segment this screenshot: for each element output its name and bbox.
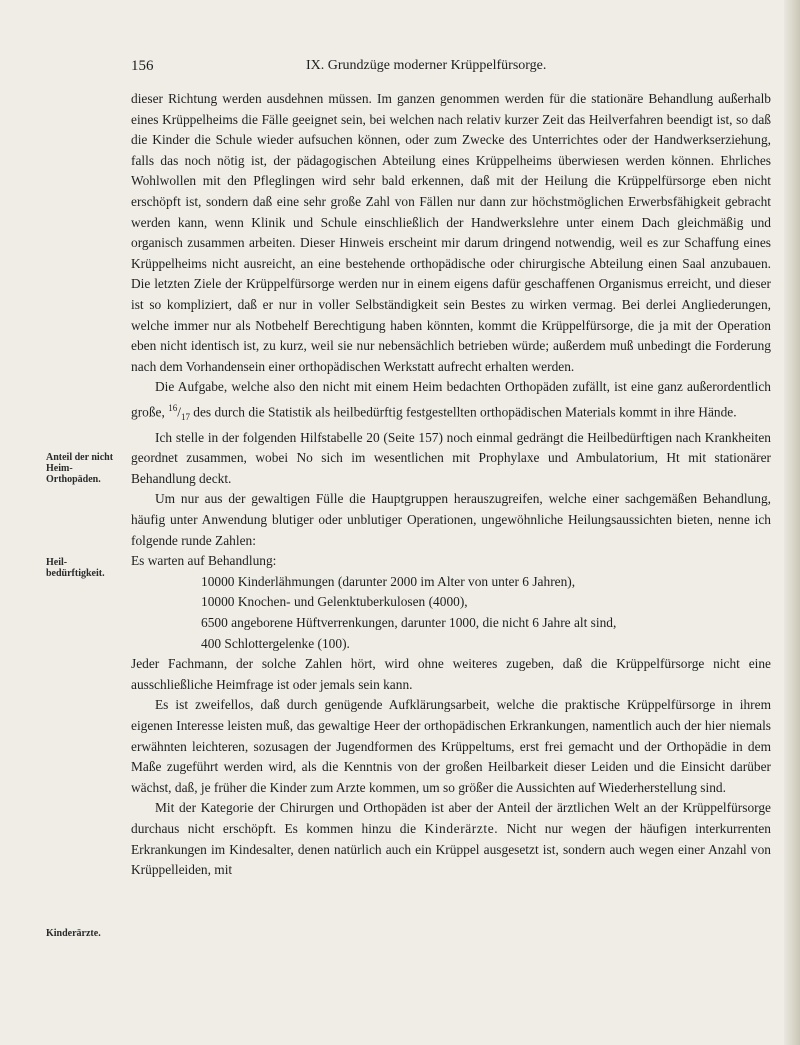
paragraph: Es ist zweifellos, daß durch genügende Aufklärungsarbeit, welche die praktische Krüppelfürsorge in ihrem eigenen Interesse leisten muß, das gewaltige Heer der orthopädischen Erkrankungen, namentlich auch der hier niemals erwähnten leichteren, sozusagen der Jugendformen des Krüppeltums, erst frei gemacht und der Orthopädie in dem Maße zugeführt werden wird, als die Kenntnis von der großen Heilbarkeit dieser Leiden und die Einsicht darüber wächst, daß, je früher die Kinder zum Arzte kommen, um so größer die Aussichten auf Wiederherstellung sind. <box>131 697 771 795</box>
margin-note-kinderaerzte: Kinderärzte. <box>46 928 101 939</box>
text-run: Nicht nur wegen der häufigen interkurrenten Erkrankungen im Kindesalter, denen natürlich auch ein Krüppel ausgesetzt ist, sondern auch wegen einer Anzahl von Krüppelleiden, mit <box>131 820 771 878</box>
fraction-numerator: 16 <box>168 402 178 413</box>
paragraph: Um nur aus der gewaltigen Fülle die Hauptgruppen herauszugreifen, welche einer sachgemäßen Behandlung, häufig unter Anwendung blutiger oder unblutiger Operationen, ungewöhnliche Heilungsaussichten bieten, nenne ich folgende runde Zahlen: <box>131 491 771 548</box>
text-run: Mit der Kategorie der Chirurgen und Orthopäden ist aber der Anteil der ärztlichen Welt an der Krüppelfürsorge durchaus nicht erschöpft. Es kommen hinzu die <box>131 800 771 836</box>
list-lead-in: Es warten auf Behandlung: <box>131 553 277 569</box>
paragraph <box>131 798 771 880</box>
fraction-denominator: 17 <box>180 412 190 423</box>
body-text <box>131 89 771 881</box>
text-run: Die Aufgabe, welche also den nicht mit einem Heim bedachten Orthopäden zufällt, ist eine ganz außerordentlich große, <box>131 379 771 420</box>
list-item: 400 Schlottergelenke (100). <box>201 635 350 651</box>
page-edge-shadow <box>784 0 800 1045</box>
waiting-list <box>201 572 771 654</box>
margin-note-heilbeduerftigkeit: Heil-bedürftigkeit. <box>46 557 105 579</box>
running-head: IX. Grundzüge moderner Krüppelfürsorge. <box>306 58 547 73</box>
paragraph: Ich stelle in der folgenden Hilfstabelle 20 (Seite 157) noch einmal gedrängt die Heilbedürftigen nach Krankheiten geordnet zusammen, wobei No sich im wesentlichen mit Prophylaxe und Ambulatorium, Ht mit stationärer Behandlung deckt. <box>131 429 771 486</box>
list-item: 6500 angeborene Hüftverrenkungen, darunter 1000, die nicht 6 Jahre alt sind, <box>201 614 617 630</box>
text-run: des durch die Statistik als heilbedürftig festgestellten orthopädischen Materials kommt in ihre Hände. <box>193 404 737 420</box>
emphasized-term: Kinderärzte. <box>424 820 499 836</box>
page-number: 156 <box>131 58 154 74</box>
paragraph: dieser Richtung werden ausdehnen müssen. Im ganzen genommen werden für die stationäre Behandlung außerhalb eines Krüppelheims die Fälle geeignet sein, bei welchen nach relativ kurzer Zeit das Heilverfahren beendigt ist, so daß die Kinder die Schule wieder aufsuchen können, oder zum Zwecke des Unterrichtes oder der Handwerkserziehung, falls das noch nötig ist, der pädagogischen Abteilung eines Krüppelheims überwiesen werden können. Ehrliches Wohlwollen mit den Pfleglingen wird sehr bald erkennen, daß mit der Heilung die Krüppelfürsorge eben nicht erschöpft ist, sondern daß eine sehr große Zahl von Fällen nur dann zur höchstmöglichen Erwerbsfähigkeit gebracht werden kann, wenn Klinik und Schule einschließlich der Handwerkslehre unter einem Dach gleichmäßig und organisch zusammen arbeiten. Dieser Hinweis erscheint mir darum dringend notwendig, weil es zur Schaffung eines Krüppelheims nicht ausreicht, an eine bestehende orthopädische oder chirurgische Abteilung einen Saal anzubauen. Die letzten Ziele der Krüppelfürsorge werden nur in einem eigens dafür geschaffenen Organismus erreicht, und dieser ist so kompliziert, daß er nur in voller Selbständigkeit sein Bestes zu wirken vermag. Bei derlei Angliederungen, welche immer nur als Notbehelf Berechtigung haben könnten, kommt die Krüppelfürsorge, die ja mit der Operation eben nicht identisch ist, zu kurz, weil sie nur nebensächlich betrieben würde; außerdem muß unbedingt die Forderung nach dem Vorhandensein einer orthopädischen Werkstatt aufrecht erhalten werden. <box>131 91 771 374</box>
paragraph: Die Aufgabe, welche also den nicht mit einem Heim bedachten Orthopäden zufällt, ist eine ganz außerordentlich große, $^{16}/_{17}$ des durch die Statistik als heilbedürftig festgestellten orthopädischen Materials kommt in ihre Hände. <box>131 379 771 423</box>
margin-note-anteil: Anteil der nicht Heim-Orthopäden. <box>46 452 114 485</box>
page-header <box>131 58 771 80</box>
list-item: 10000 Knochen- und Gelenktuberkulosen (4000), <box>201 594 468 610</box>
paragraph: Jeder Fachmann, der solche Zahlen hört, wird ohne weiteres zugeben, daß die Krüppelfürsorge nicht eine ausschließliche Heimfrage ist oder jemals sein kann. <box>131 656 771 692</box>
list-item: 10000 Kinderlähmungen (darunter 2000 im Alter von unter 6 Jahren), <box>201 573 576 589</box>
